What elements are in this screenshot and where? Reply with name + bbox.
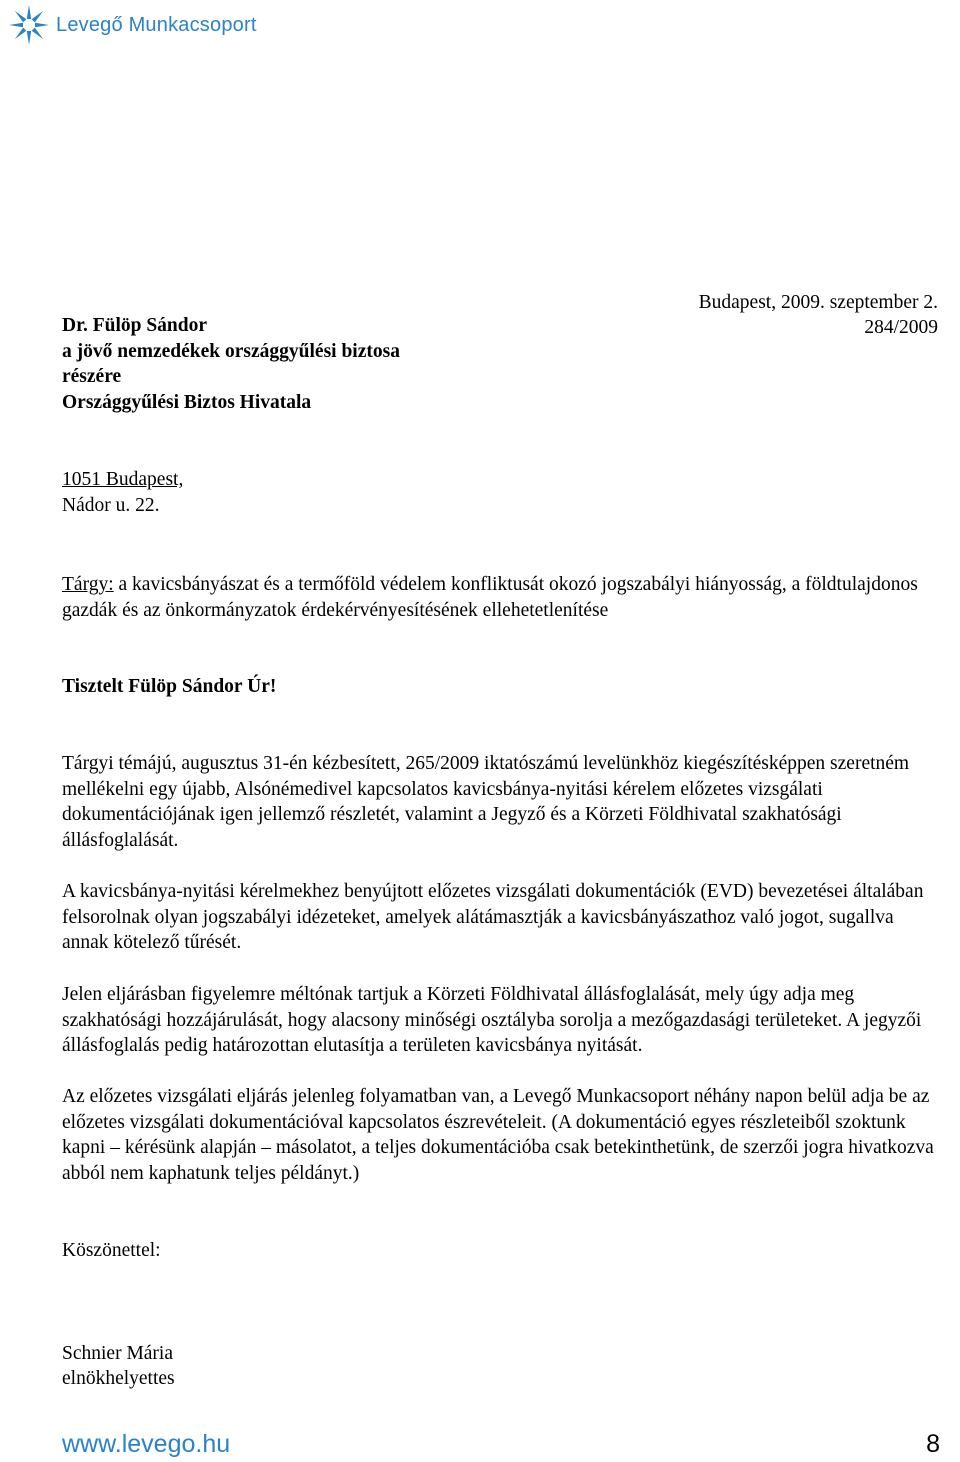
sunburst-star-icon — [8, 4, 50, 46]
letter-date: Budapest, 2009. szeptember 2. — [698, 292, 938, 313]
organization-logo — [8, 4, 258, 46]
reference-number: 284/2009 — [864, 317, 938, 338]
recipient-office: Országgyűlési Biztos Hivatala — [62, 391, 312, 413]
website-link[interactable]: www.levego.hu — [62, 1430, 231, 1458]
body-paragraph: Tárgyi témájú, augusztus 31-én kézbesített, 265/2009 iktatószámú levelünkhöz kiegészítésképpen szeretném mellékelni egy újabb, Alsónémedivel kapcsolatos kavicsbánya-nyitási kérelem előzetes vizsgálati dokumentációjának igen jellemző részletét, valamint a Jegyző és a Körzeti Földhivatal szakhatósági állásfoglalását. — [62, 753, 910, 851]
body-paragraph: Az előzetes vizsgálati eljárás jelenleg folyamatban van, a Levegő Munkacsoport néhány napon belül adja be az előzetes vizsgálati dokumentációval kapcsolatos észrevételeit. (A dokumentáció egyes részleteiből szoktunk kapni – kérésünk alapján – másolatot, a teljes dokumentációba csak betekinthetünk, de szerzői jogra hivatkozva abból nem kaphatunk teljes példányt.) — [62, 1086, 934, 1184]
page-number: 8 — [926, 1430, 940, 1458]
body-paragraph: A kavicsbánya-nyitási kérelmekhez benyújtott előzetes vizsgálati dokumentációk (EVD) bevezetései általában felsorolnak olyan jogszabályi idézeteket, amelyek alátámasztják a kavicsbányászathoz való jogot, sugallva annak kötelező tűrését. — [62, 881, 924, 953]
signature-title: elnökhelyettes — [62, 1368, 175, 1389]
subject-text: a kavicsbányászat és a termőföld védelem konfliktusát okozó jogszabályi hiányosság, a földtulajdonos gazdák és az önkormányzatok érdekérvényesítésének ellehetetlenítése — [62, 574, 918, 621]
recipient-address — [62, 467, 183, 518]
body-paragraph: Jelen eljárásban figyelemre méltónak tartjuk a Körzeti Földhivatal állásfoglalását, mely úgy adja meg szakhatósági hozzájárulását, hogy alacsony minőségi osztályba sorolja a mezőgazdasági területeket. A jegyzői állásfoglalás pedig határozottan elutasítja a területen kavicsbánya nyitását. — [62, 984, 922, 1056]
subject-label: Tárgy: — [62, 574, 114, 595]
recipient-title: a jövő nemzedékek országgyűlési biztosa — [62, 340, 400, 362]
signature-name: Schnier Mária — [62, 1343, 174, 1364]
recipient-for: részére — [62, 366, 122, 387]
subject-line — [62, 572, 942, 623]
address-street: Nádor u. 22. — [62, 494, 160, 516]
recipient-name: Dr. Fülöp Sándor — [62, 315, 208, 336]
salutation: Tisztelt Fülöp Sándor Úr! — [62, 676, 277, 697]
address-city: 1051 Budapest, — [62, 469, 184, 490]
logo-text: Levegő Munkacsoport — [56, 13, 257, 36]
recipient-block — [62, 313, 400, 415]
closing: Köszönettel: — [62, 1240, 161, 1261]
